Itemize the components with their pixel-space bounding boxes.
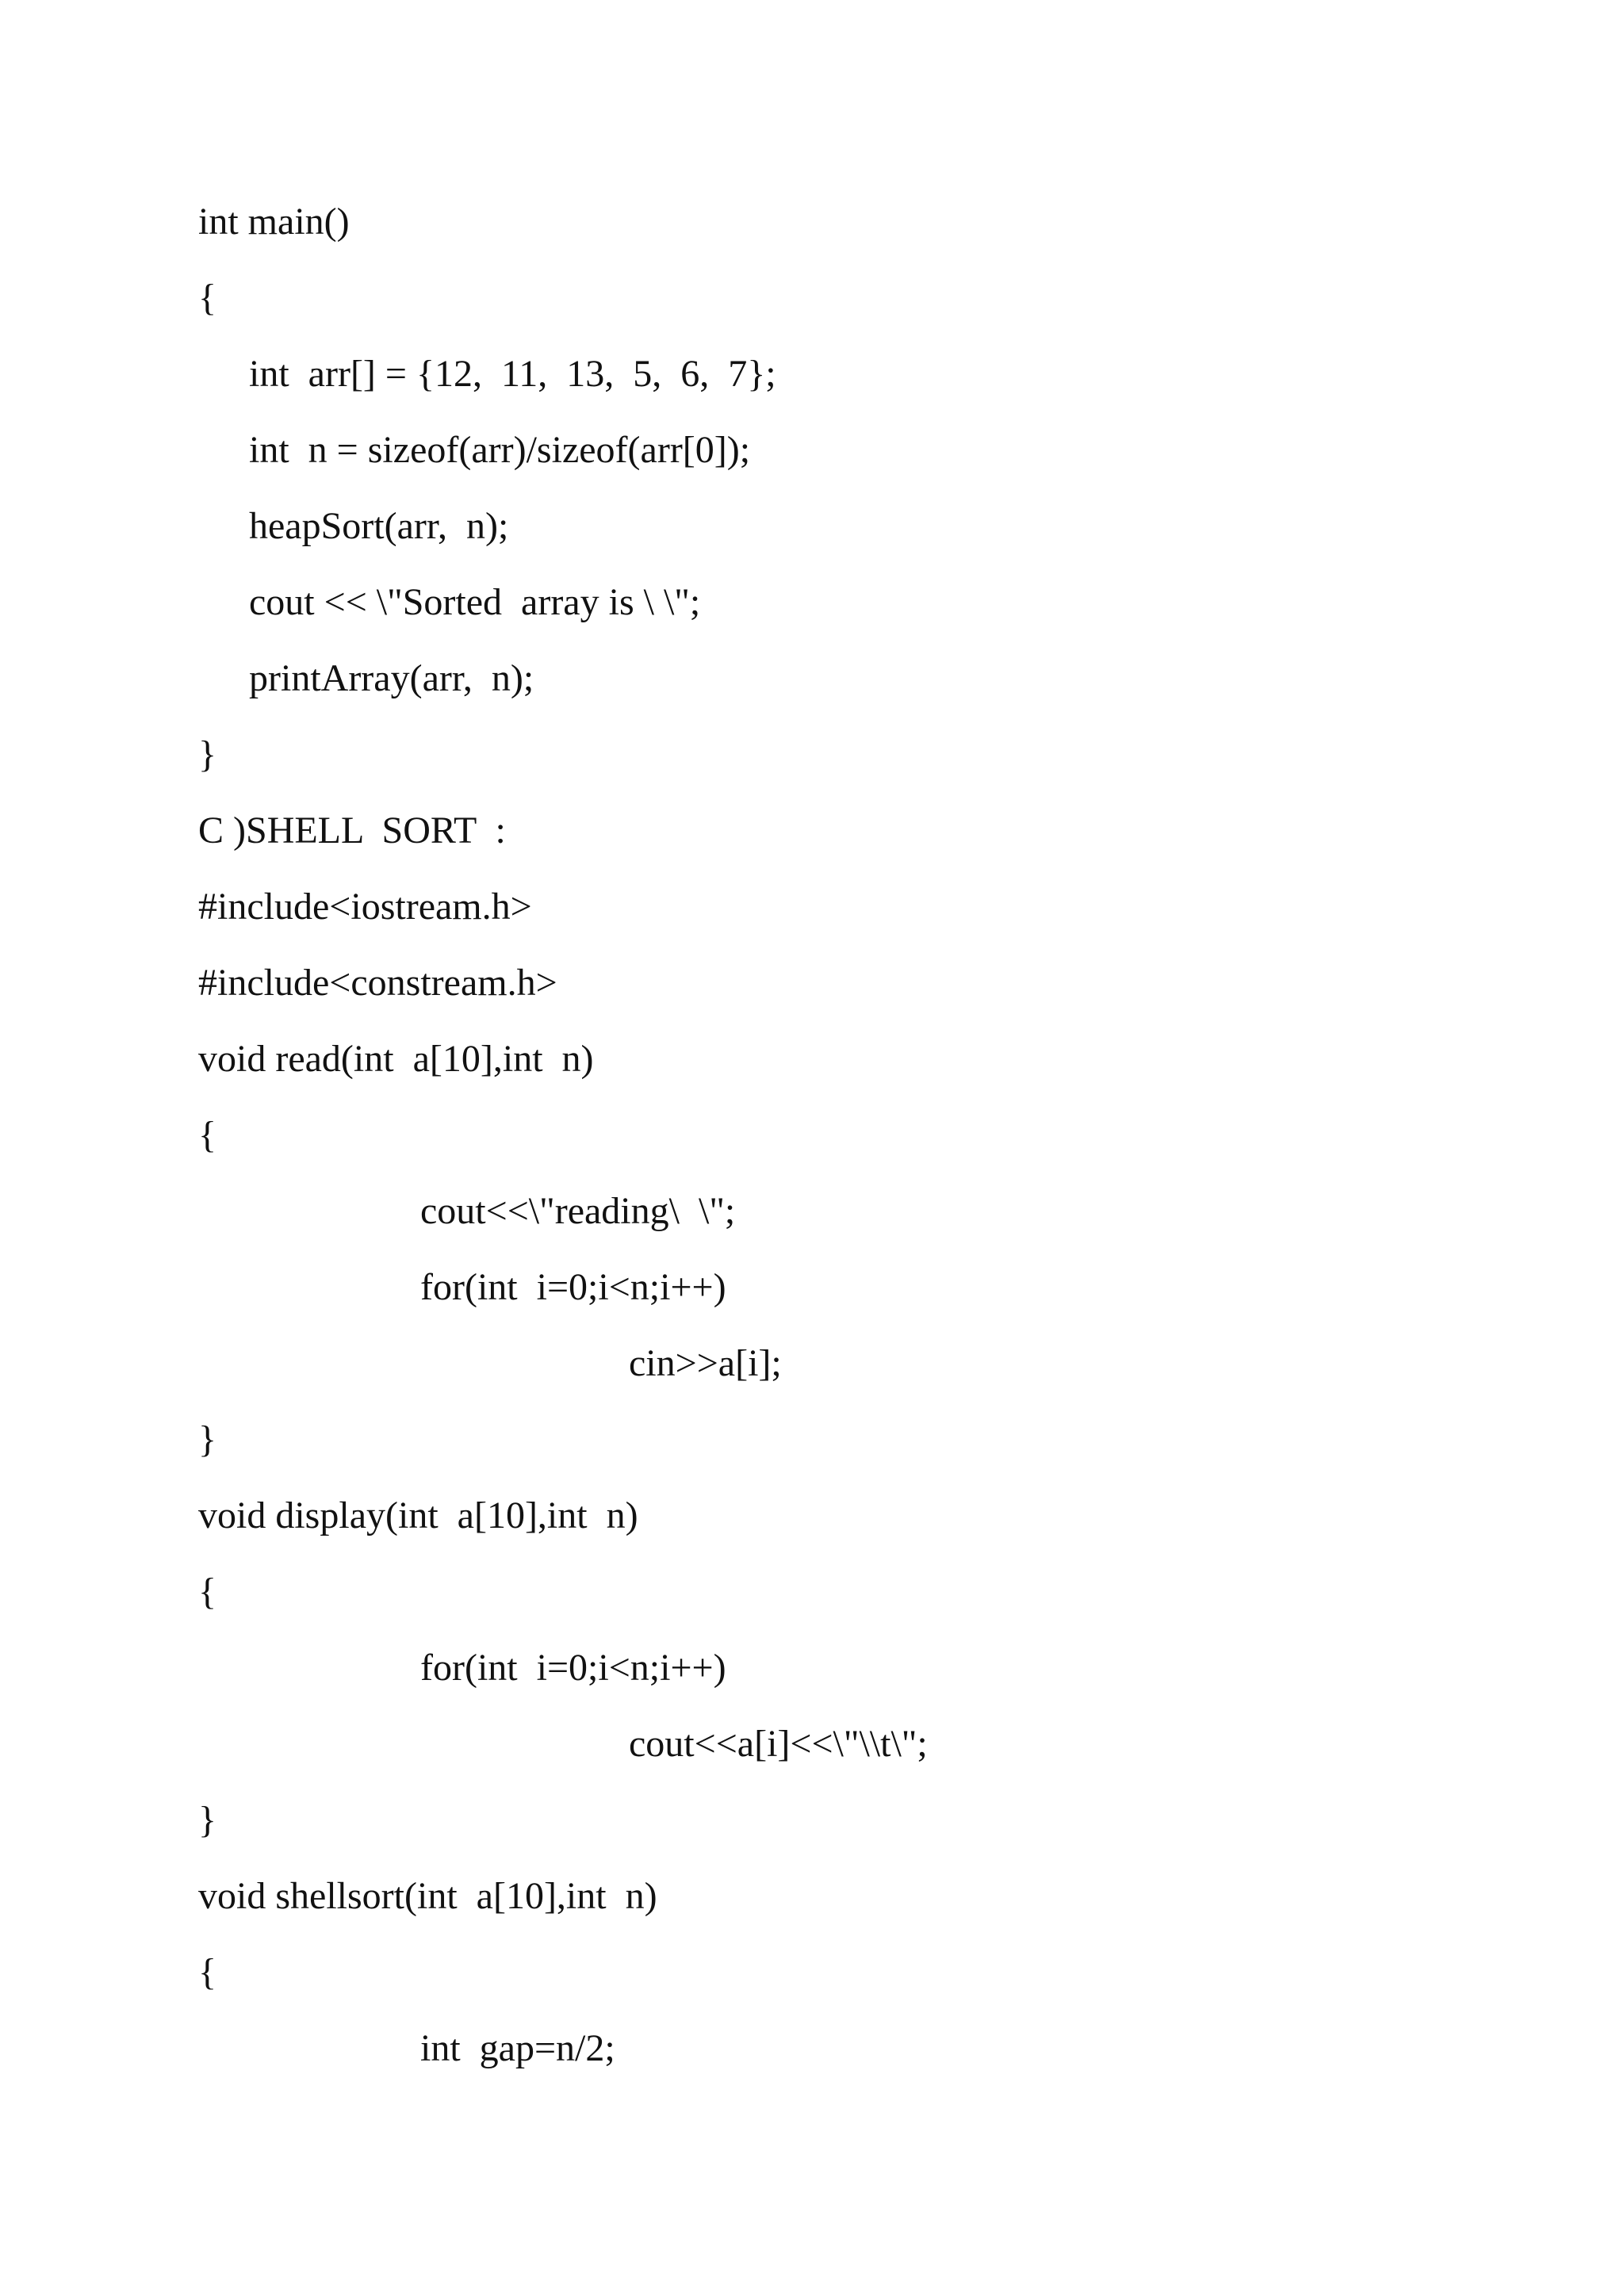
code-line-3: int arr[] = {12, 11, 13, 5, 6, 7}; [249, 353, 776, 395]
code-line-17: } [198, 1418, 217, 1460]
code-line-8: } [198, 733, 217, 775]
code-line-25: int gap=n/2; [420, 2027, 615, 2069]
code-line-11: #include<constream.h> [198, 962, 557, 1004]
code-line-13: { [198, 1114, 217, 1156]
code-line-16: cin>>a[i]; [629, 1342, 782, 1384]
code-line-4: int n = sizeof(arr)/sizeof(arr[0]); [249, 429, 751, 471]
code-line-7: printArray(arr, n); [249, 657, 534, 699]
code-line-23: void shellsort(int a[10],int n) [198, 1875, 657, 1917]
code-line-1: int main() [198, 201, 350, 243]
code-line-20: for(int i=0;i<n;i++) [420, 1647, 726, 1689]
section-heading: C )SHELL SORT : [198, 809, 506, 851]
code-line-19: { [198, 1571, 217, 1613]
code-line-2: { [198, 277, 217, 319]
code-line-10: #include<iostream.h> [198, 886, 532, 928]
code-line-24: { [198, 1951, 217, 1993]
code-line-6: cout << \"Sorted array is \ \"; [249, 581, 701, 623]
code-line-18: void display(int a[10],int n) [198, 1494, 638, 1536]
code-line-15: for(int i=0;i<n;i++) [420, 1266, 726, 1308]
code-line-14: cout<<\"reading\ \"; [420, 1190, 736, 1232]
code-line-12: void read(int a[10],int n) [198, 1038, 594, 1080]
code-line-22: } [198, 1799, 217, 1841]
code-line-5: heapSort(arr, n); [249, 505, 509, 547]
code-line-21: cout<<a[i]<<\"\\t\"; [629, 1723, 928, 1765]
